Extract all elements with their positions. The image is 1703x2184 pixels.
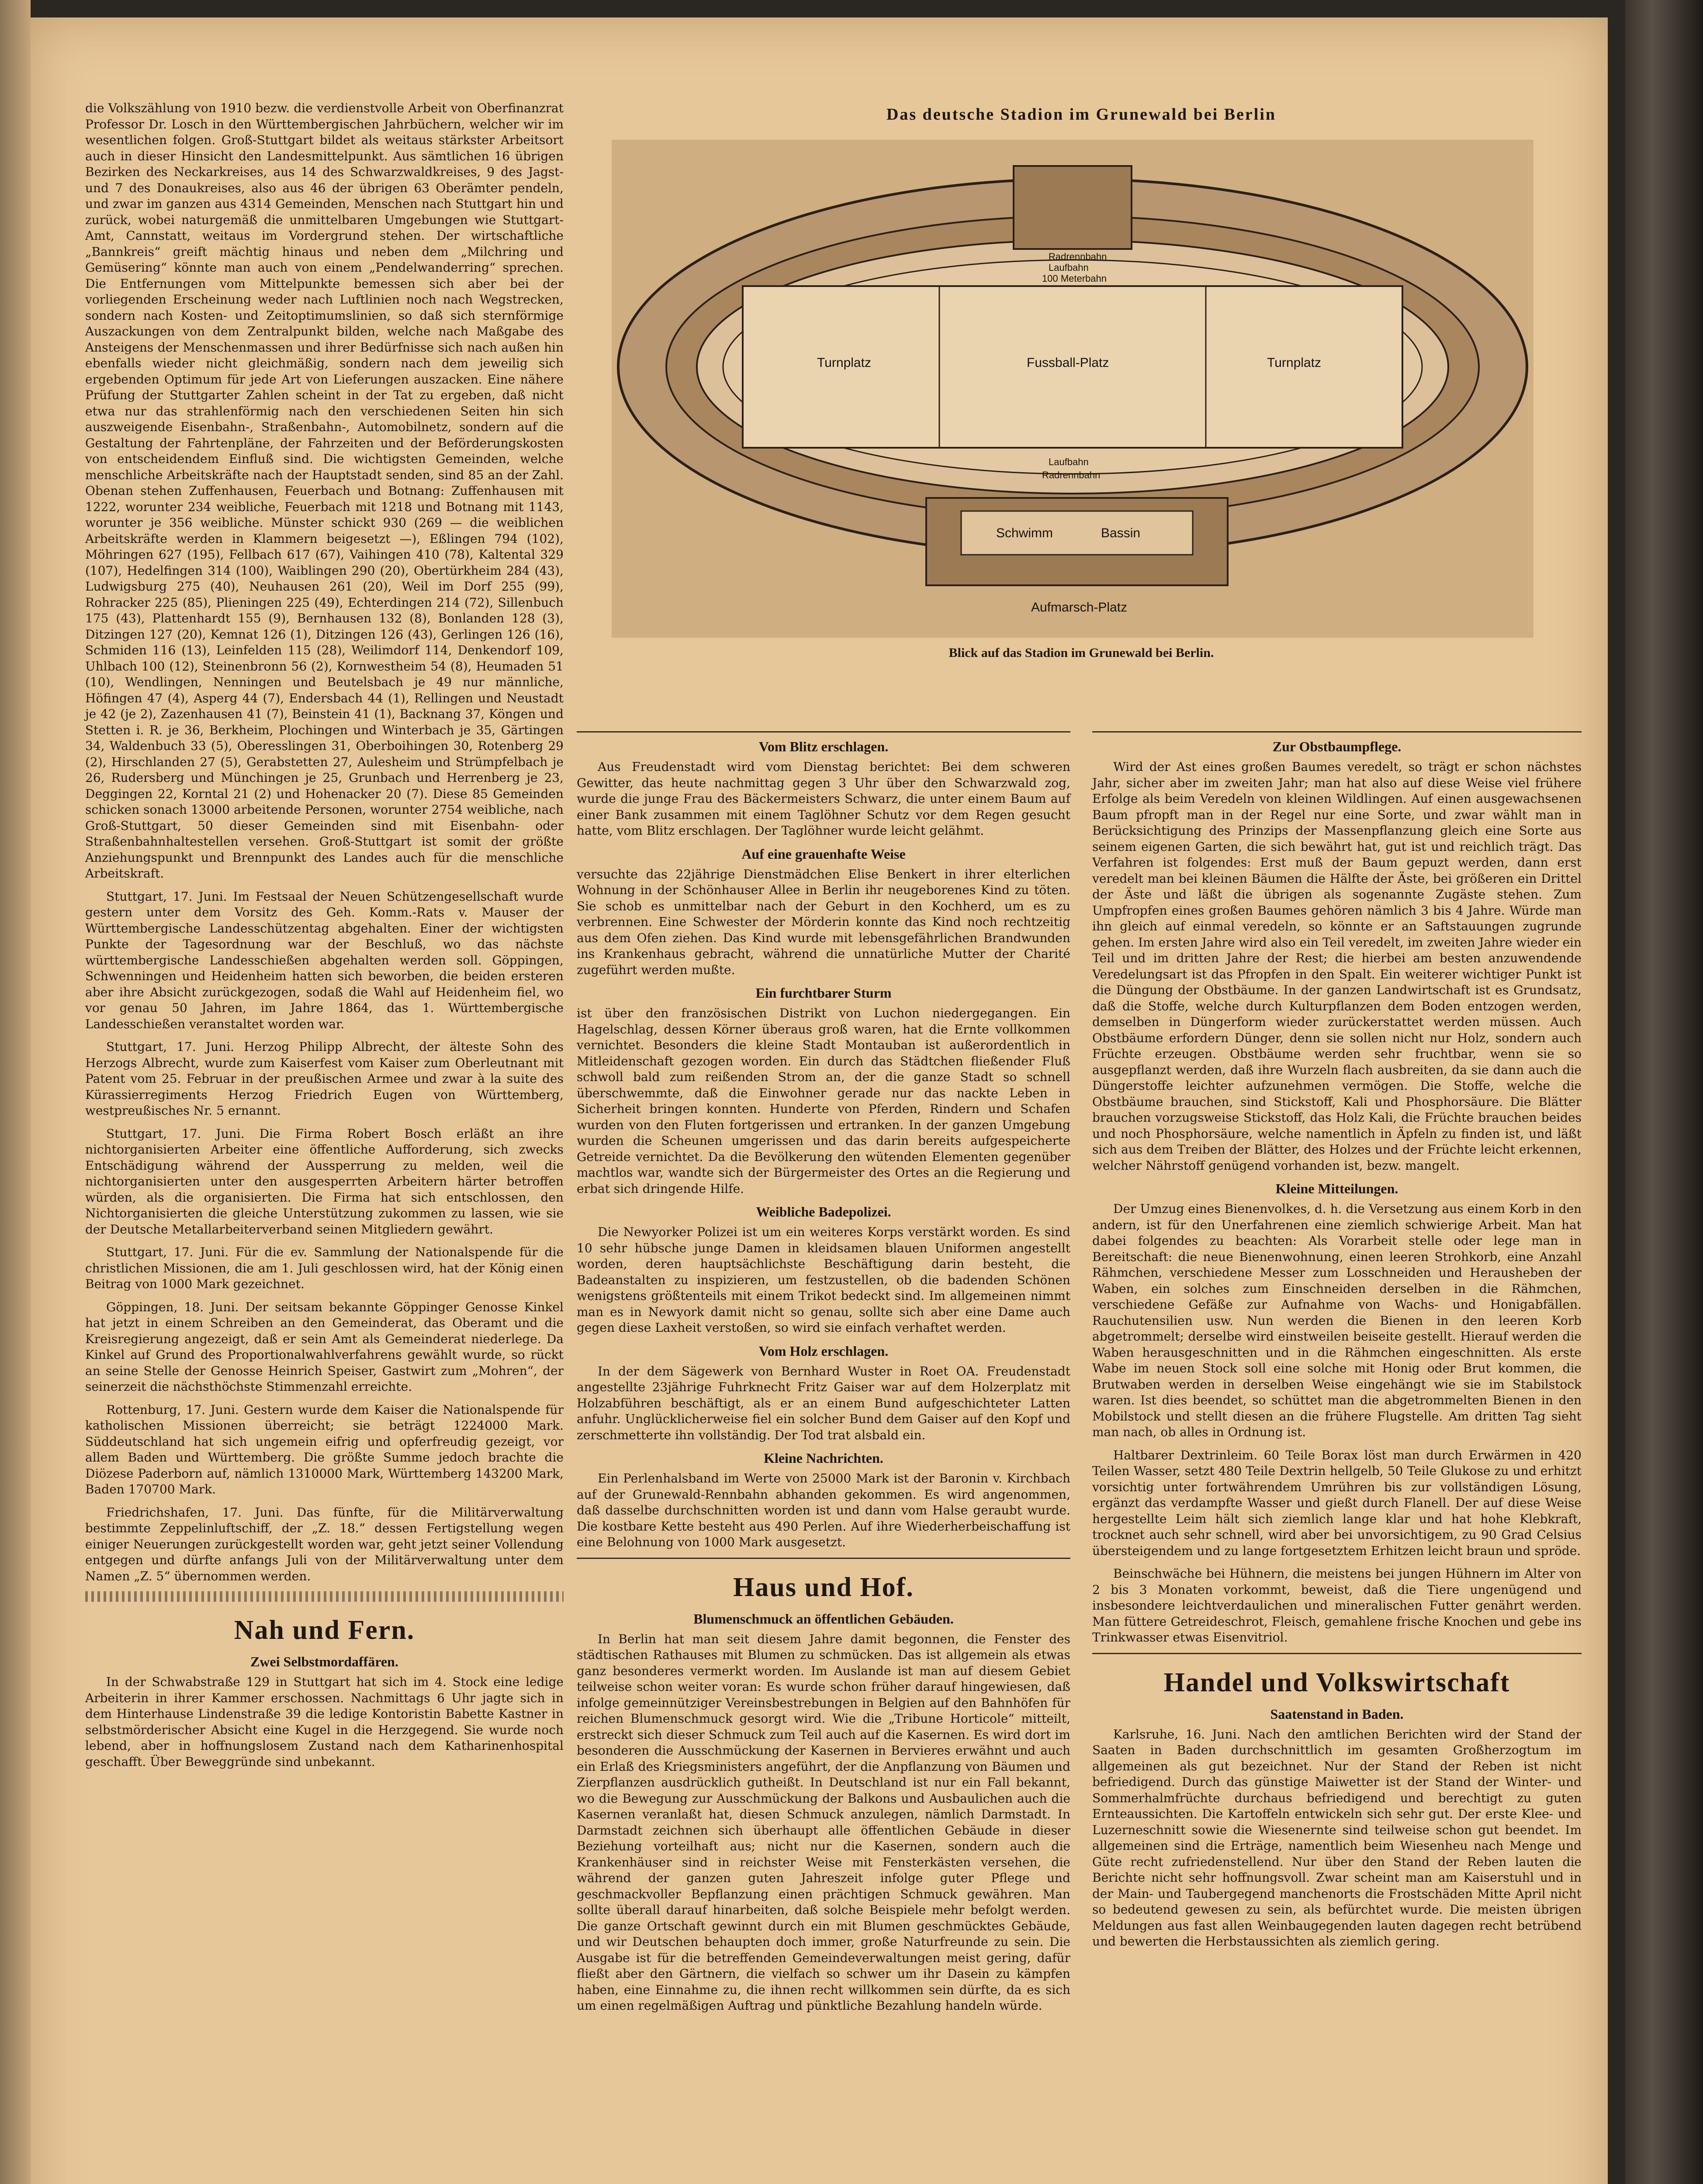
head-obstbaum: Zur Obstbaumpflege.	[1272, 739, 1402, 754]
head-badepolizei: Weibliche Badepolizei.	[756, 1204, 891, 1220]
column-right	[1092, 725, 1582, 1957]
figure-title: Das deutsche Stadion im Grunewald bei Berlin	[886, 105, 1277, 124]
head-blitz: Vom Blitz erschlagen.	[758, 739, 889, 754]
stadium-figure	[577, 105, 1586, 660]
column-left	[85, 100, 564, 1777]
article-friedrichshafen: Friedrichshafen, 17. Juni. Das fünfte, für die Militärverwaltung bestimmte Zeppelinluftschiff, der „Z. 18.“ dessen Fertigstellung wegen einiger Neuerungen zurückgestellt worden war, geht jetzt seiner Vollendung entgegen und dürfte anfangs Juli von der Militärverwaltung unter dem Namen „Z. 5“ übernommen werden.	[85, 1505, 564, 1583]
section-head-handel: Handel und Volkswirtschaft	[1163, 1667, 1510, 1697]
label-radrennbahn-bottom: Radrennbahn	[1042, 470, 1101, 480]
column-rule	[1092, 731, 1582, 733]
article-pendelwanderung: die Volkszählung von 1910 bezw. die verdienstvolle Arbeit von Oberfinanzrat Professor Dr. Losch in den Württembergischen Jahrbüchern, welcher wir im wesentlichen folgen. Groß-Stuttgart bildet als weitaus stärkster Arbeitsort auch in dieser Hinsicht den Landesmittelpunkt. Aus sämtlichen 16 übrigen Bezirken des Neckarkreises, aus 14 des Schwarzwaldkreises, 9 des Jagst- und 7 des Donaukreises, also aus 46 der übrigen 63 Oberämter pendeln, und zwar im ganzen aus 4314 Gemeinden, Menschen nach Stuttgart hin und zurück, wobei naturgemäß die unmittelbaren Umgebungen wie Stuttgart-Amt, Cannstatt, weitaus im Vordergrund stehen. Der wirtschaftliche „Bannkreis“ greift mächtig hinaus und neben dem „Milchring und Gemüsering“ könnte man auch von einem „Pendelwanderring“ sprechen. Die Entfernungen vom Mittelpunkte bemessen sich aber bei der vorliegenden Erscheinung weder nach Luftlinien noch nach Wegstrecken, sondern nach Kosten- und Zeitoptimumslinien, so daß sich sternförmige Auszackungen von dem Zentralpunkt bilden, welche nach Maßgabe des Ansteigens der Menschenmassen und ihrer Bedürfnisse sich nach außen hin ebenfalls wieder nicht gleichmäßig, sondern nach dem jeweilig sich ergebenden Optimum für jede Art von Lieferungen auszacken. Eine nähere Prüfung der Stuttgarter Zahlen scheint in der Tat zu ergeben, daß nicht etwa nur das strahlenförmig nach den verschiedenen Seiten hin sich auszweigende Eisenbahn-, Straßenbahn-, Automobilnetz, sondern auf die Gestaltung der Fahrtenpläne, der Fahrzeiten und der Beförderungskosten von entscheidendem Einfluß sind. Die wichtigsten Gemeinden, welche menschliche Arbeitskräfte nach der Hauptstadt senden, sind 85 an der Zahl. Obenan stehen Zuffenhausen, Feuerbach und Botnang: Zuffenhausen mit 1222, worunter 234 weibliche, Feuerbach mit 1218 und Botnang mit 1143, worunter je 356 weibliche. Münster schickt 930 (269 — die weiblichen Arbeitskräfte werden in Klammern beigesetzt —), Eßlingen 794 (102), Möhringen 627 (195), Fellbach 617 (67), Vaihingen 410 (78), Kaltental 329 (107), Hedelfingen 314 (100), Waiblingen 290 (20), Obertürkheim 284 (43), Ludwigsburg 275 (40), Neuhausen 261 (20), Weil im Dorf 255 (99), Rohracker 225 (85), Plieningen 225 (49), Echterdingen 214 (72), Sillenbuch 175 (43), Plattenhardt 155 (9), Bernhausen 132 (8), Bonlanden 128 (3), Ditzingen 127 (20), Kemnat 126 (1), Ditzingen 126 (43), Gerlingen 126 (16), Schmiden 116 (13), Leinfelden 115 (28), Weilimdorf 114, Denkendorf 109, Uhlbach 100 (12), Steinenbronn 56 (2), Kornwestheim 54 (8), Heumaden 51 (10), Wendlingen, Nenningen und Beutelsbach je 49 nur männliche, Höfingen 47 (4), Asperg 44 (7), Endersbach 44 (1), Rellingen und Neustadt je 42 (je 2), Zazenhausen 41 (7), Beinstein 41 (1), Backnang 37, Köngen und Stetten i. R. je 36, Berkheim, Plochingen und Winterbach je 35, Gärtingen 34, Waldenbuch 33 (5), Oberesslingen 31, Oberboihingen 30, Rotenberg 29 (2), Hirschlanden 27 (5), Gerabstetten 27, Aulesheim und Strümpfelbach je 26, Rudersberg und Münchingen je 25, Grunbach und Herrenberg je 23, Deggingen 22, Korntal 21 (2) und Hohenacker 20 (7). Diese 85 Gemeinden schicken sonach 13000 arbeitende Personen, worunter 2754 weibliche, nach Groß-Stuttgart, 50 dieser Gemeinden sind mit Eisenbahn- oder Straßenbahnhaltestellen versehen. Groß-Stuttgart ist somit der größte Anziehungspunkt und Brennpunkt des Landes auch für die menschliche Arbeitskraft.	[85, 101, 564, 881]
article-rottenburg: Rottenburg, 17. Juni. Gestern wurde dem Kaiser die Nationalspende für katholischen Missionen überreicht; sie beträgt 1224000 Mark. Süddeutschland hat sich ungemein eifrig und opferfreudig gezeigt, vor allem Baden und Württemberg. Die größte Summe jedoch brachte die Diözese Paderborn auf, nämlich 1310000 Mark, Württemberg 143200 Mark, Baden 170700 Mark.	[85, 1402, 564, 1496]
article-bosch: Stuttgart, 17. Juni. Die Firma Robert Bosch erläßt an ihre nichtorganisierten Arbeiter eine öffentliche Aufforderung, sich zwecks Entschädigung während der Aussperrung zu melden, weil die nichtorganisierten unter den ausgesperrten Arbeitern härter betroffen würden, als die organisierten. Die Firma hat sich entschlossen, den Nichtorganisierten die gleiche Unterstützung zukommen zu lassen, wie sie der Deutsche Metallarbeiterverband seinen Mitgliedern gewährt.	[85, 1126, 564, 1237]
head-kleine-mitteilungen: Kleine Mitteilungen.	[1275, 1181, 1398, 1196]
article-nationalspende: Stuttgart, 17. Juni. Für die ev. Sammlung der Nationalspende für die christlichen Missionen, die am 1. Juli geschlossen wird, hat der König einen Beitrag von 1000 Mark gezeichnet.	[85, 1245, 564, 1291]
article-herzog: Stuttgart, 17. Juni. Herzog Philipp Albrecht, der älteste Sohn des Herzogs Albrecht, wurde zum Kaiserfest vom Kaiser zum Oberleutnant mit Patent vom 25. Februar in der preußischen Armee und zwar à la suite des Kürassierregiments Herzog Friedrich Eugen von Württemberg, westpreußisches Nr. 5 ernannt.	[85, 1040, 564, 1118]
head-blumenschmuck: Blumenschmuck an öffentlichen Gebäuden.	[693, 1610, 954, 1627]
label-schwimm: Schwimm	[996, 526, 1053, 540]
head-grauenhaft: Auf eine grauenhafte Weise	[741, 846, 906, 862]
ornament-divider	[85, 1591, 564, 1602]
book-binding	[1625, 0, 1703, 2184]
stadium-drawing	[612, 140, 1533, 638]
article-saatenstand: Karlsruhe, 16. Juni. Nach den amtlichen Berichten wird der Stand der Saaten in Baden durchschnittlich im gesamten Großherzogtum im allgemeinen als gut bezeichnet. Nur der Stand der Reben ist nicht befriedigend. Durch das günstige Maiwetter ist der Stand der Winter- und Sommerhalmfrüchte durchaus befriedigend und berechtigt zu guten Ernteaussichten. Die Kartoffeln entwickeln sich sehr gut. Der erste Klee- und Luzerneschnitt sowie die Wiesenernte sind teilweise schon gut beendet. Im allgemeinen sind die Erträge, namentlich beim Wiesenheu nach Menge und Güte recht zufriedenstellend. Nur über den Stand der Reben lauten die Berichte nicht sehr hoffnungsvoll. Zwar scheint man am Kaiserstuhl und in der Main- und Taubergegend manchenorts die Frostschäden Mitte April nicht so bedeutend gewesen zu sein, als befürchtet wurde. Die meisten übrigen Meldungen aus fast allen Weinbaugegenden lauten dagegen recht betrübend und bewerten die Herbstaussichten als ziemlich gering.	[1092, 1727, 1582, 1949]
head-selbstmord: Zwei Selbstmordaffären.	[250, 1654, 398, 1669]
article-perlenhalsband: Ein Perlenhalsband im Werte von 25000 Mark ist der Baronin v. Kirchbach auf der Grunewald-Rennbahn abhanden gekommen. Es wird angenommen, daß dasselbe durchschnitten worden ist und dann vom Halse geraubt wurde. Die kostbare Kette besteht aus 490 Perlen. Auf ihre Wiederherbeischaffung ist eine Belohnung von 1000 Mark ausgesetzt.	[577, 1471, 1070, 1549]
article-blumenschmuck: In Berlin hat man seit diesem Jahre damit begonnen, die Fenster des städtischen Rathauses mit Blumen zu schmücken. Das ist allgemein als etwas ganz besonderes vermerkt worden. Im Auslande ist man auf diesem Gebiet teilweise schon weiter voran: Es wurde schon früher darauf hingewiesen, daß infolge gemeinnütziger Vereinsbestrebungen in Belgien auf den Bahnhöfen für reichen Blumenschmuck gesorgt wird. Wie die „Tribune Horticole“ mitteilt, erstreckt sich dieser Schmuck zum Teil auch auf die Kasernen. Es wird dort im besonderen die Ausschmückung der Kasernen in Bervieres erwähnt und auch ein Erlaß des Kriegsministers angeführt, der die Anpflanzung von Bäumen und Zierpflanzen ausdrücklich gutheißt. In Deutschland ist nur ein Fall bekannt, wo die Bewegung zur Ausschmückung der Balkons und Ausbaulichen auch die Kasernen veranlaßt hat, diesen Schmuck anzulegen, nämlich Darmstadt. In Darmstadt zeichnen sich überhaupt alle öffentlichen Gebäude in dieser Beziehung vorteilhaft aus; nicht nur die Kasernen, sondern auch die Krankenhäuser sind in reichster Weise mit Fensterkästen versehen, die während der ganzen guten Jahreszeit infolge guter Pflege und geschmackvoller Bepflanzung einen prächtigen Schmuck gewähren. Man sollte überall darauf hinarbeiten, daß solche Beispiele mehr befolgt werden. Die ganze Ortschaft gewinnt durch ein mit Blumen geschmücktes Gebäude, und wir Deutschen behaupten doch immer, große Naturfreunde zu sein. Die Ausgabe ist für die betreffenden Gemeindeverwaltungen meist gering, dafür fließt aber den Gärtnern, die vielfach so schwer um ihr Dasein zu kämpfen haben, eine Einnahme zu, die ihnen recht willkommen sein dürfte, da es sich um einen regelmäßigen Auftrag und pünktliche Bezahlung handeln würde.	[577, 1631, 1070, 2013]
article-holz: In der dem Sägewerk von Bernhard Wuster in Roet OA. Freudenstadt angestellte 23jährige Fuhrknecht Fritz Gaiser war auf dem Holzerplatz mit Holzabführen beschäftigt, als er an einem Bund aufgeschichteter Latten anfuhr. Unglücklicherweise fiel ein solcher Bund dem Gaiser auf den Kopf und zerschmetterte ihn vollständig. Der Tod trat alsbald ein.	[577, 1364, 1070, 1442]
section-head-haus-hof: Haus und Hof.	[733, 1572, 914, 1602]
section-rule	[1092, 1653, 1582, 1654]
article-schuetzentag: Stuttgart, 17. Juni. Im Festsaal der Neuen Schützengesellschaft wurde gestern unter dem Vorsitz des Geh. Komm.-Rats v. Mauser der Württembergische Landesschützentag abgehalten. Einer der wichtigsten Punkte der Tagesordnung war der Beschluß, wo das nächste württembergische Landesschießen abgehalten werden soll. Göppingen, Schwenningen und Heidenheim hatten sich beworben, die beiden ersteren aber ihre Absicht zurückgezogen, sodaß die Wahl auf Heidenheim fiel, wo vor genau 50 Jahren, im Jahre 1864, das 1. Württembergische Landesschießen veranstaltet worden war.	[85, 889, 564, 1031]
label-aufmarsch: Aufmarsch-Platz	[1031, 600, 1128, 615]
stadium-illustration	[612, 140, 1533, 638]
newspaper-page	[31, 17, 1608, 2184]
article-goeppingen: Göppingen, 18. Juni. Der seitsam bekannte Göppinger Genosse Kinkel hat jetzt in einem Schreiben an den Gemeinderat, das Oberamt und die Kreisregierung angezeigt, daß er sein Amt als Gemeinderat niederlege. Da Kinkel auf Grund des Proportionalwahlverfahrens gewählt wurde, so rückt an seine Stelle der Genosse Heinrich Speiser, Gastwirt zum „Mohren“, der seinerzeit die nächsthöchste Stimmenzahl erreichte.	[85, 1299, 564, 1394]
article-blitz: Aus Freudenstadt wird vom Dienstag berichtet: Bei dem schweren Gewitter, das heute nachmittag gegen 3 Uhr über den Schwarzwald zog, wurde die junge Frau des Bäckermeisters Schwarz, die unter einem Baum auf einer Bank zusammen mit einem Taglöhner Schutz vor dem Regen gesucht hatte, vom Blitz erschlagen. Der Taglöhner wurde leicht gelähmt.	[577, 760, 1070, 838]
article-sturm: ist über den französischen Distrikt von Luchon niedergegangen. Ein Hagelschlag, dessen Körner überaus groß waren, hat die Ernte vollkommen vernichtet. Besonders die kleine Stadt Montauban ist außerordentlich in Mitleidenschaft gezogen worden. Ein durch das Städtchen fließender Fluß schwoll bald zum reißenden Strom an, der die ganze Stadt so schnell überschwemmte, daß die Einwohner gerade nur das nackte Leben in Sicherheit bringen konnten. Hunderte von Pferden, Rindern und Schafen wurden von den Fluten fortgerissen und ertranken. In der ganzen Umgebung wurden die Scheunen umgerissen und das darin bereits aufgespeicherte Getreide vernichtet. Da die Bevölkerung den wütenden Elementen gegenüber machtlos war, wandte sich der Bürgermeister des Ortes an die Regierung und erbat sich dringende Hilfe.	[577, 1006, 1070, 1196]
label-turnplatz-left: Turnplatz	[817, 356, 871, 370]
label-bassin: Bassin	[1101, 526, 1141, 540]
label-laufbahn-top: Laufbahn	[1049, 262, 1089, 273]
head-kleine-nachrichten: Kleine Nachrichten.	[764, 1450, 883, 1466]
head-holz: Vom Holz erschlagen.	[758, 1343, 889, 1359]
label-fussball: Fussball-Platz	[1027, 356, 1109, 370]
article-badepolizei: Die Newyorker Polizei ist um ein weiteres Korps verstärkt worden. Es sind 10 sehr hübsche junge Damen in kleidsamen blauen Uniformen angestellt worden, deren hauptsächlichste Beschäftigung darin besteht, die Badeanstalten zu inspizieren, um festzustellen, ob die badenden Schönen wenigstens größtenteils mit einem Trikot bedeckt sind. Im allgemeinen nimmt man es in Newyork damit nicht so genau, sollte sich aber eine Dame auch gegen diese Laxheit verstoßen, so wird sie einfach verhaftet werden.	[577, 1225, 1070, 1335]
article-obstbaum: Wird der Ast eines großen Baumes veredelt, so trägt er schon nächstes Jahr, sicher aber im zweiten Jahr; man hat also auf diese Weise viel frühere Erfolge als beim Veredeln von kleinen Wildlingen. Auf einen ausgewachsenen Baum pfropft man in der Regel nur eine Sorte, und zwar wählt man in Berücksichtigung des Prinzips der Massenpflanzung gleich eine Sorte aus seinem eigenen Garten, die sich bewährt hat, gut ist und reichlich trägt. Das Verfahren ist folgendes: Erst muß der Baum gepuzt werden, dann erst veredelt man bei kleinen Bäumen die Hälfte der Äste, bei größeren ein Drittel der Äste und läßt die übrigen als sogenannte Zugäste stehen. Zum Umpfropfen eines großen Baumes gehören nämlich 3 bis 4 Jahre. Würde man ihn gleich auf einmal veredeln, so könnte er an Saftstauungen zugrunde gehen. Im ersten Jahre wird also ein Teil veredelt, im zweiten Jahre wieder ein Teil und im dritten Jahre der Rest; die hierbei am besten anzuwendende Veredelungsart ist das Pfropfen in den Spalt. Ein weiterer wichtiger Punkt ist die Düngung der Obstbäume. In der ganzen Landwirtschaft ist es Grundsatz, daß die Stoffe, welche durch Kulturpflanzen dem Boden entzogen werden, demselben in Düngerform wieder zurückerstattet werden müssen. Auch Obstbäume erfordern Dünger, denn sie sollen nicht nur Holz, sondern auch Früchte erzeugen. Obstbäume werden sehr fruchtbar, wenn sie so ausgepflanzt werden, daß ihre Wurzeln flach ausbreiten, da sie dann auch die Düngerstoffe leichter aufzunehmen vermögen. Die Stoffe, welche die Obstbäume brauchen, sind Stickstoff, Kali und Phosphorsäure. Die Blätter brauchen vorzugsweise Stickstoff, das Holz Kali, die Früchte brauchen beides und noch Phosphorsäure, welche namentlich in Äpfeln zu finden ist, und läßt sich aus dem Treiben der Blätter, des Holzes und der Früchte leicht erkennen, welcher Nährstoff genügend vorhanden ist, bezw. mangelt.	[1092, 760, 1582, 1173]
label-laufbahn-bottom: Laufbahn	[1049, 456, 1089, 467]
article-bienenvolk: Der Umzug eines Bienenvolkes, d. h. die Versetzung aus einem Korb in den andern, ist für den Unerfahrenen eine ziemlich schwierige Arbeit. Man hat dabei folgendes zu beachten: Als Vorarbeit stelle oder lege man in Bereitschaft: die neue Bienenwohnung, einen leeren Strohkorb, eine Anzahl Rähmchen, verschiedene Messer zum Losschneiden und Herausheben der Waben, ein solches zum Einschneiden derselben in die Rähmchen, verschiedene Gefäße zur Aufnahme von Wachs- und Honigabfällen. Rauchutensilien usw. Nun werden die Bienen in den leeren Korb abgetrommelt; derselbe wird einstweilen beiseite gestellt. Hierauf werden die Waben herausgeschnitten und in die Rähmchen eingeschnitten. Als erste Wabe im neuen Stock soll eine solche mit Honig oder Brut kommen, die Brutwaben werden in derselben Weise eingehängt wie sie im Stabilstock waren. Ist dies beendet, so schüttet man die abgetrommelten Bienen in den Mobilstock und stellt diesen an die frühere Flugstelle. Am dritten Tag sieht man nach, ob alles in Ordnung ist.	[1092, 1202, 1582, 1439]
section-rule	[577, 1558, 1070, 1559]
label-turnplatz-right: Turnplatz	[1267, 356, 1321, 370]
label-meterbahn: 100 Meterbahn	[1042, 273, 1107, 284]
label-radrennbahn-top: Radrennbahn	[1049, 251, 1107, 262]
section-head-nah-fern: Nah und Fern.	[234, 1615, 415, 1645]
article-grauenhaft: versuchte das 22jährige Dienstmädchen Elise Benkert in ihrer elterlichen Wohnung in der Schönhauser Allee in Berlin ihr neugeborenes Kind zu töten. Sie schob es unmittelbar nach der Geburt in den Kochherd, um es zu verbrennen. Eine Schwester der Mörderin konnte das Kind noch rechtzeitig aus dem Ofen ziehen. Das Kind wurde mit lebensgefährlichen Brandwunden ins Krankenhaus gebracht, während die unnatürliche Mutter der Charité zugeführt werden mußte.	[577, 867, 1070, 977]
article-selbstmord: In der Schwabstraße 129 in Stuttgart hat sich im 4. Stock eine ledige Arbeiterin in ihrer Kammer erschossen. Nachmittags 6 Uhr jagte sich in dem Hinterhause Lindenstraße 39 die ledige Kontoristin Babette Kastner in selbstmörderischer Absicht eine Kugel in die Herzgegend. Sie wurde noch lebend, aber in hoffnungslosem Zustand nach dem Katharinenhospital geschafft. Über Beweggründe sind unbekannt.	[85, 1675, 564, 1769]
article-dextrinleim: Haltbarer Dextrinleim. 60 Teile Borax löst man durch Erwärmen in 420 Teilen Wasser, setzt 480 Teile Dextrin hellgelb, 50 Teile Glukose zu und erhitzt vorsichtig unter fortwährendem Umrühren bis zur vollständigen Lösung, ergänzt das verdampfte Wasser und gießt durch Flanell. Der auf diese Weise hergestellte Leim hält sich ziemlich lange klar und hat hohe Klebkraft, trocknet auch sehr schnell, wird aber bei unvorsichtigem, zu 90 Grad Celsius übersteigendem und zu lange fortgesetztem Erhitzen leicht braun und spröde.	[1092, 1448, 1582, 1558]
previous-page-edge	[0, 0, 31, 2184]
figure-caption: Blick auf das Stadion im Grunewald bei Berlin.	[948, 646, 1214, 660]
column-rule	[577, 731, 1070, 733]
head-sturm: Ein furchtbarer Sturm	[755, 985, 892, 1001]
article-huehner: Beinschwäche bei Hühnern, die meistens bei jungen Hühnern im Alter von 2 bis 3 Monaten vorkommt, beweist, daß die Tiere ungenügend und insbesondere leichtverdaulichen und mineralischen Futter genährt werden. Man füttere Getreideschrot, Fleisch, gemahlene frische Knochen und gebe ins Trinkwasser etwas Eisenvitriol.	[1092, 1566, 1582, 1645]
column-middle	[577, 725, 1070, 2021]
head-saatenstand: Saatenstand in Baden.	[1270, 1706, 1404, 1722]
